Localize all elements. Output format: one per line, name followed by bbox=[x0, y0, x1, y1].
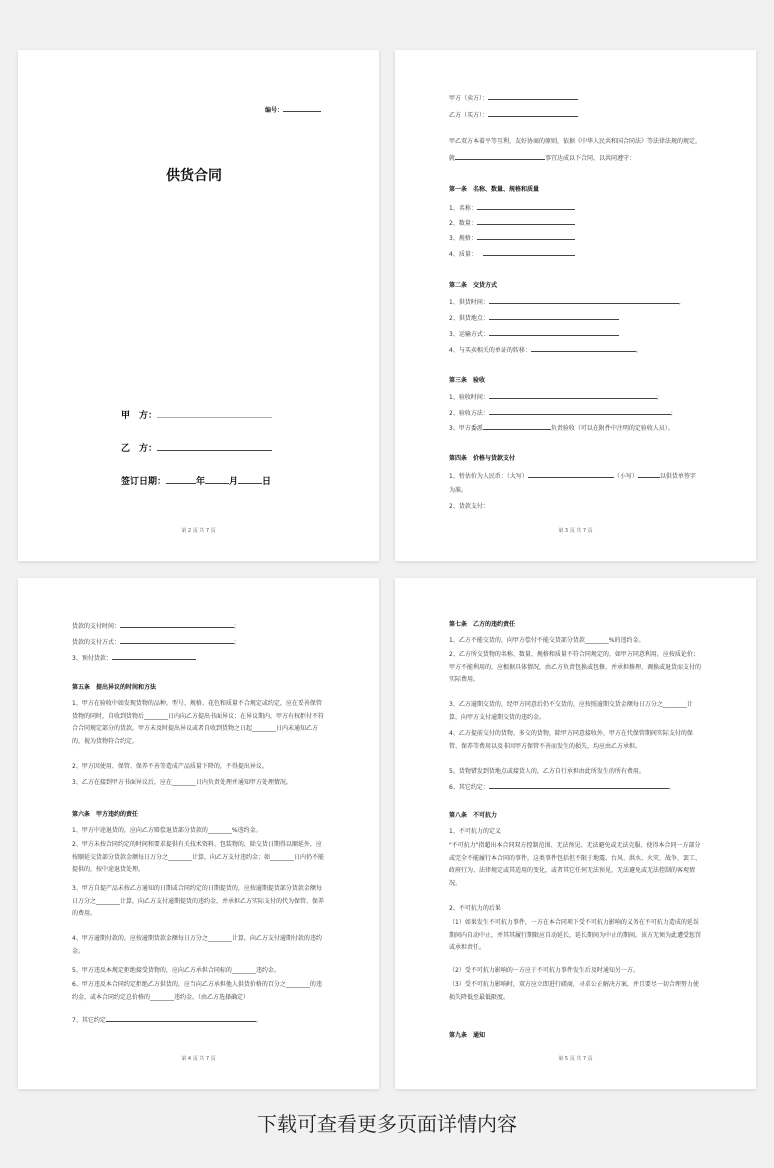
art2-item: 2、供货地点： bbox=[449, 313, 619, 323]
art3-item: 3、甲方委派 负责验收（可以在附件中注明的定验收人员）。 bbox=[449, 425, 674, 432]
art8-clause-2: 2、不可抗力的后果 bbox=[449, 905, 501, 912]
art8-consequence-3: （3）受不可抗力影响时，双方应立即进行磋商，寻求公正解决方案，并且要尽一切合理努力使损失降低至最低限度。 bbox=[449, 981, 699, 1001]
art8-consequence-1: （1）如果发生不可抗力事件，一方在本合同项下受不可抗力影响的义务在不可抗力造成的延误期间内自动中止，并其其履行期限应自动延长，延长期间为中止的期间，该方无须为此遭受惩罚或承担责任。 bbox=[449, 919, 702, 951]
party-b-buyer: 乙方（买方）： bbox=[449, 110, 578, 120]
art7-clause-5: 5、货物错发到货地点或接货人的，乙方自行承担由此所发生的所有费用。 bbox=[449, 768, 645, 775]
page-footer: 第 4 页 共 7 页 bbox=[181, 1056, 216, 1062]
art7-clause-3: 3、乙方逾期交货的，经甲方同意后仍不交货的，应按照逾期交货金额每日万分之________计算，向甲方支付逾期交货的违约金。 bbox=[449, 701, 693, 721]
art7-clause-2: 2、乙方所交货物的名称、数量、规格和质量不符合同规定的，如甲方同意利用，应按质论价；甲方不能利用的，应根据具体情况，由乙方负责包换或包修，并承担修理、调换或退货而支付的实际费用。 bbox=[449, 651, 702, 683]
art1-item: 2、数量： bbox=[449, 218, 575, 228]
art1-item: 4、质量： bbox=[449, 249, 575, 259]
document-page-4 bbox=[395, 578, 756, 1089]
art7-clause-1: 1、乙方不能交货的，向甲方偿付不能交货部分货款________%的违约金。 bbox=[449, 637, 645, 644]
art7-clause-6: 6、其它约定： 。 bbox=[449, 784, 675, 791]
art8-consequence-2: （2）受不可抗力影响的一方应于不可抗力事件发生后及时通知另一方。 bbox=[449, 967, 639, 974]
party-a-field: 甲 方： bbox=[121, 408, 272, 421]
article-8-heading: 第八条 不可抗力 bbox=[449, 812, 498, 819]
art5-clause-3: 3、乙方在接到甲方书面异议后，应在________日内负责处理并通知甲方处理情况。 bbox=[72, 779, 292, 786]
party-a-seller: 甲方（卖方）： bbox=[449, 93, 578, 103]
art1-item: 1、名称： bbox=[449, 203, 575, 213]
intro-text-2: 就 事宜达成以下合同，以共同遵守： bbox=[449, 155, 636, 162]
art5-clause-2: 2、甲方因使用、保管、保养不善等造成产品质量下降的，不得提出异议。 bbox=[72, 763, 268, 770]
art6-clause-5: 5、甲方违反本规定拒绝接受货物的，应向乙方承担合同标的________违约金。 bbox=[72, 967, 280, 974]
page-footer: 第 5 页 共 7 页 bbox=[558, 1056, 593, 1062]
art5-clause-1: 1、甲方在验收中如发现货物的品种、型号、规格、花色和质量不合规定或约定，应在妥善保管货物的同时，自收到货物后________日内向乙方提出书面异议；在异议期内，甲方有权拒付不符合合同规定部分的货款。甲方未及时提出异议或者自收到货物之日起________日内未通知乙方的，视为货物符合约定。 bbox=[72, 700, 325, 745]
page-footer: 第 2 页 共 7 页 bbox=[181, 528, 216, 534]
art6-clause-3: 3、甲方自提产品未按乙方通知的日期或合同约定的日期提货的，应按逾期提货部分货款金额每日万分之________计算，向乙方支付逾期提货的违约金，并承担乙方实际支付的代为保管、保养的费用。 bbox=[72, 885, 325, 917]
art1-item: 3、规格： bbox=[449, 233, 575, 243]
page-footer: 第 3 页 共 7 页 bbox=[558, 528, 593, 534]
party-b-field: 乙 方： bbox=[121, 441, 272, 454]
art4-price: 1、暂估价为人民币：（大写） （小写） 以供货单签字 bbox=[449, 473, 696, 480]
article-5-heading: 第五条 提出异议的时间和方法 bbox=[72, 684, 157, 691]
article-7-heading: 第七条 乙方的违约责任 bbox=[449, 621, 516, 628]
document-page-cover bbox=[18, 50, 379, 561]
art6-clause-6: 6、甲方违反本合同约定拒绝乙方供货的，应当向乙方承担他人供货价格的百分之________的违约金，或本合同约定总价格的________违约金。（由乙方选择确定） bbox=[72, 981, 322, 1001]
article-6-heading: 第六条 甲方违约的责任 bbox=[72, 811, 139, 818]
art7-clause-4: 4、乙方提前交付的货物、多交的货物，除甲方同意接收外，甲方在代保管期间实际支付的保管、保养等费用以及非因甲方保管不善而发生的损失，均应由乙方承担。 bbox=[449, 730, 693, 750]
document-title: 供货合同 bbox=[166, 168, 222, 184]
art4-price-cont: 为准。 bbox=[449, 487, 468, 494]
art2-item: 3、运输方式： bbox=[449, 329, 619, 339]
payment-method: 货款的支付方式： ; bbox=[72, 639, 237, 646]
art8-definition: "不可抗力"指超出本合同双方控制范围、无法预见、无法避免或无法克服、使得本合同一方部分或完全不能履行本合同的事件。这类事件包括但不限于地震、台风、洪水、火灾、战争、罢工、政府行为、法律规定或其适用的变化，或者其它任何无法预见、无法避免或无法控制的客观情况。 bbox=[449, 842, 702, 887]
art8-clause-1: 1、不可抗力的定义 bbox=[449, 828, 501, 835]
article-4-heading: 第四条 价格与货款支付 bbox=[449, 455, 516, 462]
intro-text: 甲乙双方本着平等互利、友好协商的原则，依据《中华人民共和国合同法》等法律法规的规定， bbox=[449, 138, 702, 145]
sign-date-field: 签订日期： 年 月 日 bbox=[121, 474, 271, 487]
art4-payment: 2、货款支付： bbox=[449, 503, 489, 510]
payment-time: 货款的支付时间： ; bbox=[72, 623, 237, 630]
art6-clause-1: 1、甲方中途退货的，应向乙方赔偿退货部分货款的________%违约金。 bbox=[72, 827, 262, 834]
prepayment: 3、预付货款： bbox=[72, 653, 196, 663]
contract-number-label: 编号： bbox=[265, 105, 321, 114]
art2-item: 1、供货时间： , bbox=[449, 299, 681, 306]
article-3-heading: 第三条 验收 bbox=[449, 377, 486, 384]
article-2-heading: 第二条 交货方式 bbox=[449, 282, 498, 289]
article-1-heading: 第一条 名称、数量、规格和质量 bbox=[449, 186, 540, 193]
art6-clause-4: 4、甲方逾期付款的，应按逾期货款金额每日万分之________计算，向乙方支付逾期付款的违约金。 bbox=[72, 935, 322, 955]
document-page-3 bbox=[18, 578, 379, 1089]
art2-item: 4、与买卖相关的单证的转移： 。 bbox=[449, 347, 642, 354]
art6-clause-2: 2、甲方未按合同约定的时间和要求提供有关技术资料、包装物的，除交货日期得以顺延外，应按顺延交货部分货款金额每日万分之________计算，向乙方支付违约金；如________日内仍不能提供的，按中途退货处理。 bbox=[72, 841, 325, 873]
art3-item: 2、验收方法： ; bbox=[449, 410, 673, 417]
art3-item: 1、验收时间： ; bbox=[449, 394, 659, 401]
art6-clause-7: 7、其它约定 。 bbox=[72, 1017, 262, 1024]
article-9-heading: 第九条 通知 bbox=[449, 1032, 486, 1039]
document-page-2 bbox=[395, 50, 756, 561]
download-caption: 下载可查看更多页面详情内容 bbox=[257, 1112, 517, 1136]
